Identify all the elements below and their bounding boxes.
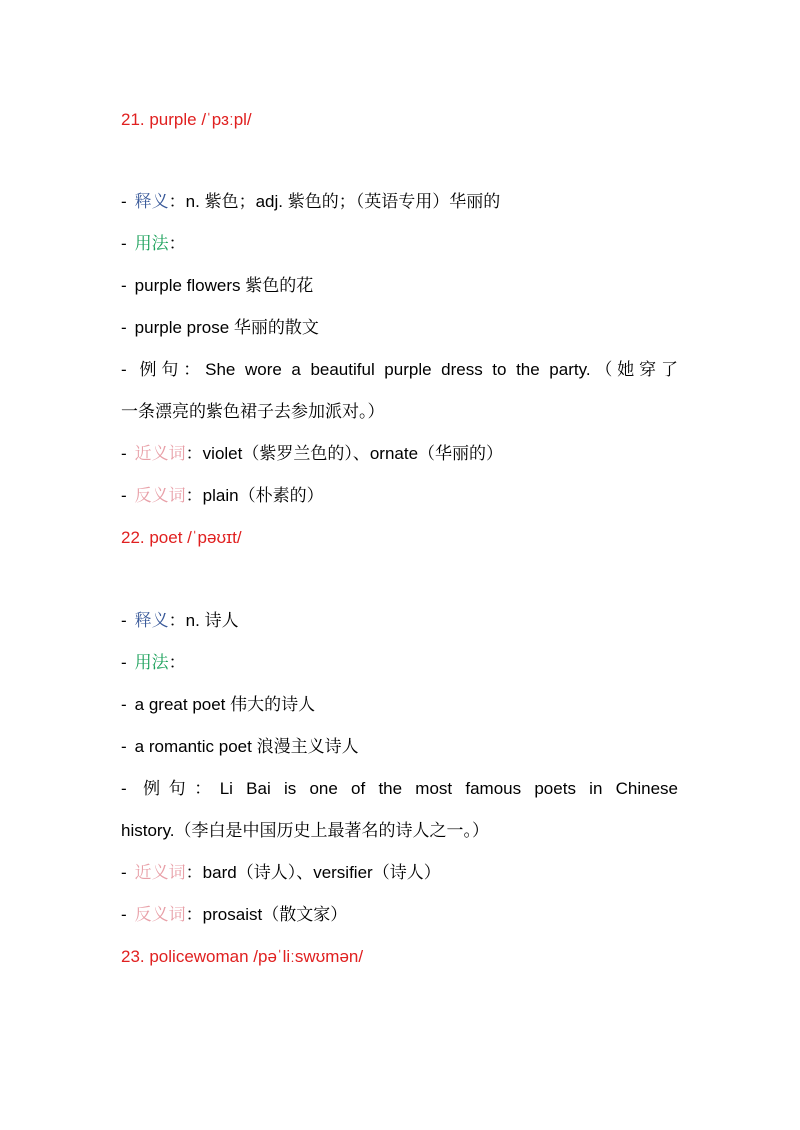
bullet-dash: - — [121, 360, 127, 379]
definition-label: 释义 — [134, 192, 169, 211]
definition-line — [121, 609, 239, 633]
bullet-dash: - — [121, 276, 127, 295]
bullet-dash: - — [121, 653, 127, 672]
usage-item — [121, 735, 359, 759]
bullet-dash: - — [121, 737, 127, 756]
example-line-2: history.（李白是中国历史上最著名的诗人之一。） — [121, 821, 490, 840]
example-line-1 — [121, 358, 678, 382]
example-label: 例句 — [134, 360, 184, 379]
bullet-dash: - — [121, 234, 127, 253]
synonym-line — [121, 861, 441, 885]
bullet-dash: - — [121, 486, 127, 505]
antonym-line — [121, 484, 324, 508]
bullet-dash: - — [121, 318, 127, 337]
entry-heading-poet: 22. poet /ˈpəʊɪt/ — [121, 528, 242, 547]
usage-text: purple flowers 紫色的花 — [134, 276, 314, 295]
example-text: ：Li Bai is one of the most famous poets in Chinese — [194, 779, 678, 798]
definition-text: ：n. 诗人 — [168, 611, 239, 630]
usage-colon: ： — [168, 653, 186, 672]
example-line-2: 一条漂亮的紫色裙子去参加派对。） — [121, 402, 385, 421]
usage-label: 用法 — [134, 234, 169, 253]
definition-text: ：n. 紫色；adj. 紫色的；（英语专用）华丽的 — [168, 192, 501, 211]
bullet-dash: - — [121, 611, 127, 630]
definition-line — [121, 190, 500, 214]
synonym-label: 近义词 — [134, 444, 186, 463]
usage-text: purple prose 华丽的散文 — [134, 318, 319, 337]
usage-text: a great poet 伟大的诗人 — [134, 695, 316, 714]
bullet-dash: - — [121, 863, 127, 882]
usage-heading-line — [121, 232, 186, 256]
bullet-dash: - — [121, 695, 127, 714]
bullet-dash: - — [121, 192, 127, 211]
antonym-line — [121, 903, 347, 927]
synonym-text: ：violet（紫罗兰色的）、ornate（华丽的） — [185, 444, 504, 463]
entry-heading-purple: 21. purple /ˈpɜːpl/ — [121, 110, 252, 129]
bullet-dash: - — [121, 905, 127, 924]
usage-item — [121, 274, 313, 298]
antonym-label: 反义词 — [134, 905, 186, 924]
usage-heading-line — [121, 651, 186, 675]
bullet-dash: - — [121, 779, 127, 798]
synonym-text: ：bard（诗人）、versifier（诗人） — [185, 863, 441, 882]
antonym-text: ：plain（朴素的） — [185, 486, 324, 505]
definition-label: 释义 — [134, 611, 169, 630]
example-text: ：She wore a beautiful purple dress to the party.（她穿了 — [183, 360, 679, 379]
usage-text: a romantic poet 浪漫主义诗人 — [134, 737, 359, 756]
synonym-label: 近义词 — [134, 863, 186, 882]
usage-colon: ： — [168, 234, 186, 253]
example-label: 例句 — [134, 779, 195, 798]
usage-label: 用法 — [134, 653, 169, 672]
synonym-line — [121, 442, 503, 466]
antonym-label: 反义词 — [134, 486, 186, 505]
example-line-1 — [121, 777, 678, 801]
entry-heading-policewoman: 23. policewoman /pəˈliːswʊmən/ — [121, 947, 364, 966]
bullet-dash: - — [121, 444, 127, 463]
usage-item — [121, 316, 319, 340]
antonym-text: ：prosaist（散文家） — [185, 905, 348, 924]
usage-item — [121, 693, 315, 717]
